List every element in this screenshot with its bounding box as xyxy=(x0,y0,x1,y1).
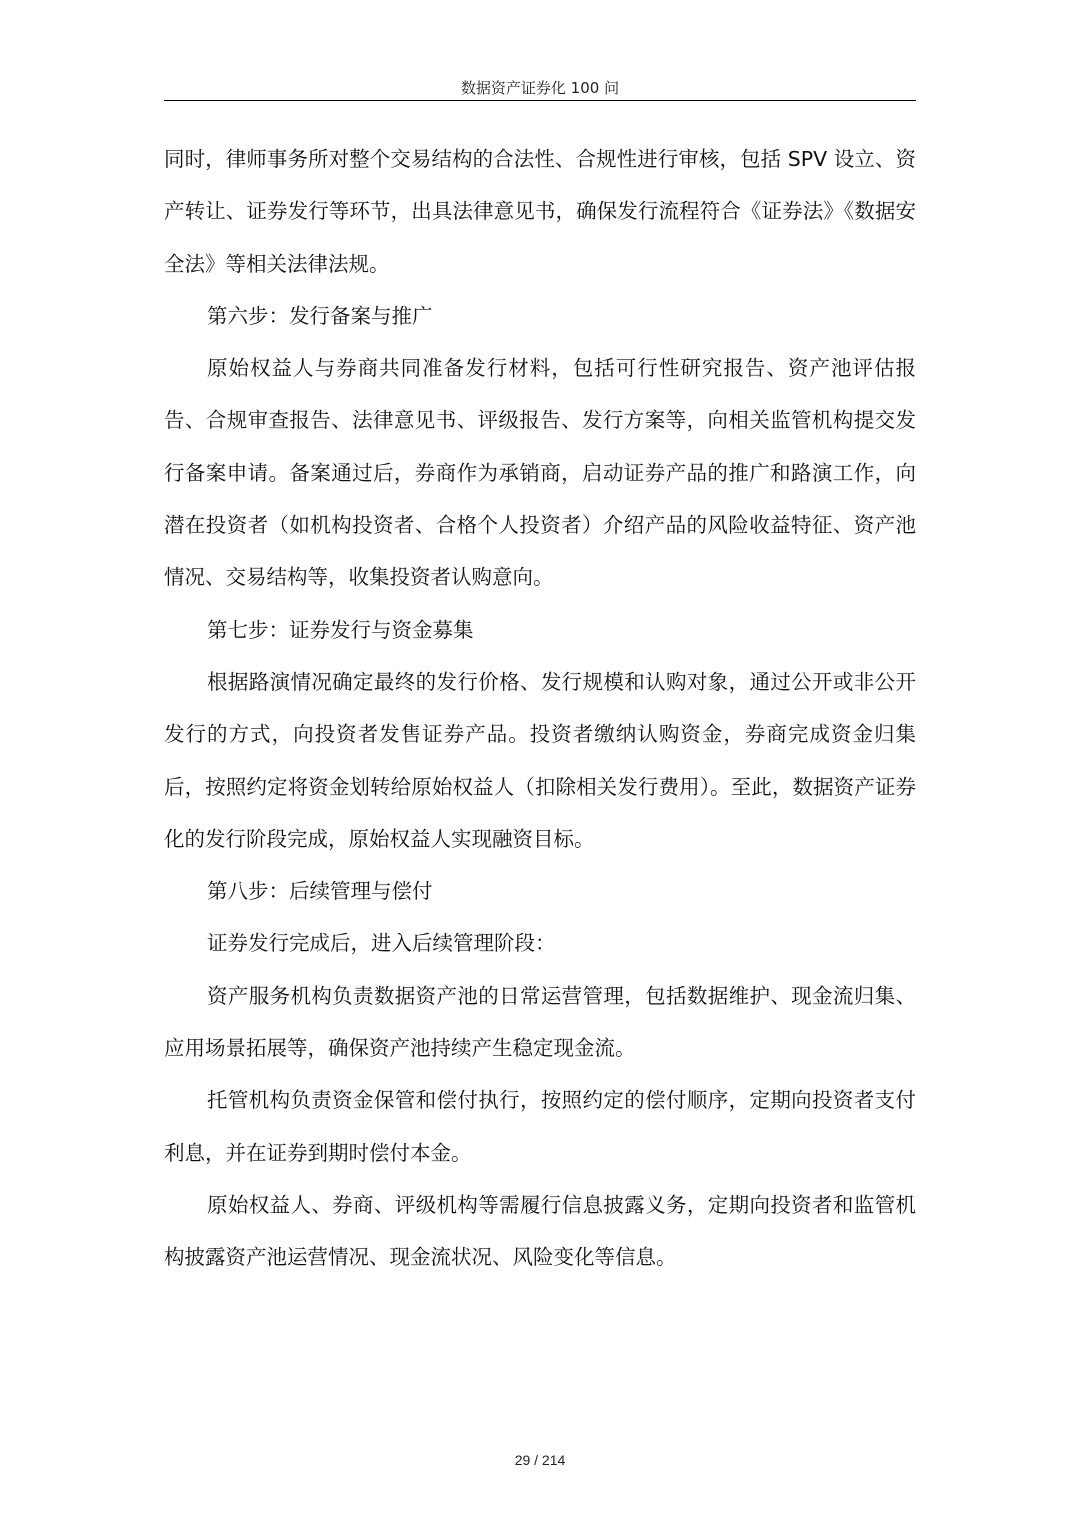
body-paragraph: 根据路演情况确定最终的发行价格、发行规模和认购对象，通过公开或非公开发行的方式，向投资者发售证券产品。投资者缴纳认购资金，券商完成资金归集后，按照约定将资金划转给原始权益人（扣除相关发行费用）。至此，数据资产证券化的发行阶段完成，原始权益人实现融资目标。 xyxy=(164,669,916,851)
body-paragraph: 原始权益人与券商共同准备发行材料，包括可行性研究报告、资产池评估报告、合规审查报告、法律意见书、评级报告、发行方案等，向相关监管机构提交发行备案申请。备案通过后，券商作为承销商，启动证券产品的推广和路演工作，向潜在投资者（如机构投资者、合格个人投资者）介绍产品的风险收益特征、资产池情况、交易结构等，收集投资者认购意向。 xyxy=(164,356,916,590)
header-divider xyxy=(164,100,916,101)
body-paragraph: 原始权益人、券商、评级机构等需履行信息披露义务，定期向投资者和监管机构披露资产池运营情况、现金流状况、风险变化等信息。 xyxy=(164,1192,916,1270)
step-heading: 第七步：证券发行与资金募集 xyxy=(207,617,474,642)
page-body xyxy=(164,133,916,1284)
body-paragraph: 资产服务机构负责数据资产池的日常运营管理，包括数据维护、现金流归集、应用场景拓展等，确保资产池持续产生稳定现金流。 xyxy=(164,983,916,1061)
body-paragraph: 同时，律师事务所对整个交易结构的合法性、合规性进行审核，包括 SPV 设立、资产转让、证券发行等环节，出具法律意见书，确保发行流程符合《证券法》《数据安全法》等相关法律法规。 xyxy=(164,147,916,276)
running-header: 数据资产证券化 100 问 xyxy=(460,79,620,97)
step-heading: 第六步：发行备案与推广 xyxy=(207,303,433,328)
page-number: 29 / 214 xyxy=(514,1452,566,1468)
step-heading: 第八步：后续管理与偿付 xyxy=(207,879,433,904)
body-paragraph: 托管机构负责资金保管和偿付执行，按照约定的偿付顺序，定期向投资者支付利息，并在证券到期时偿付本金。 xyxy=(164,1088,916,1165)
body-paragraph: 证券发行完成后，进入后续管理阶段： xyxy=(207,931,556,956)
